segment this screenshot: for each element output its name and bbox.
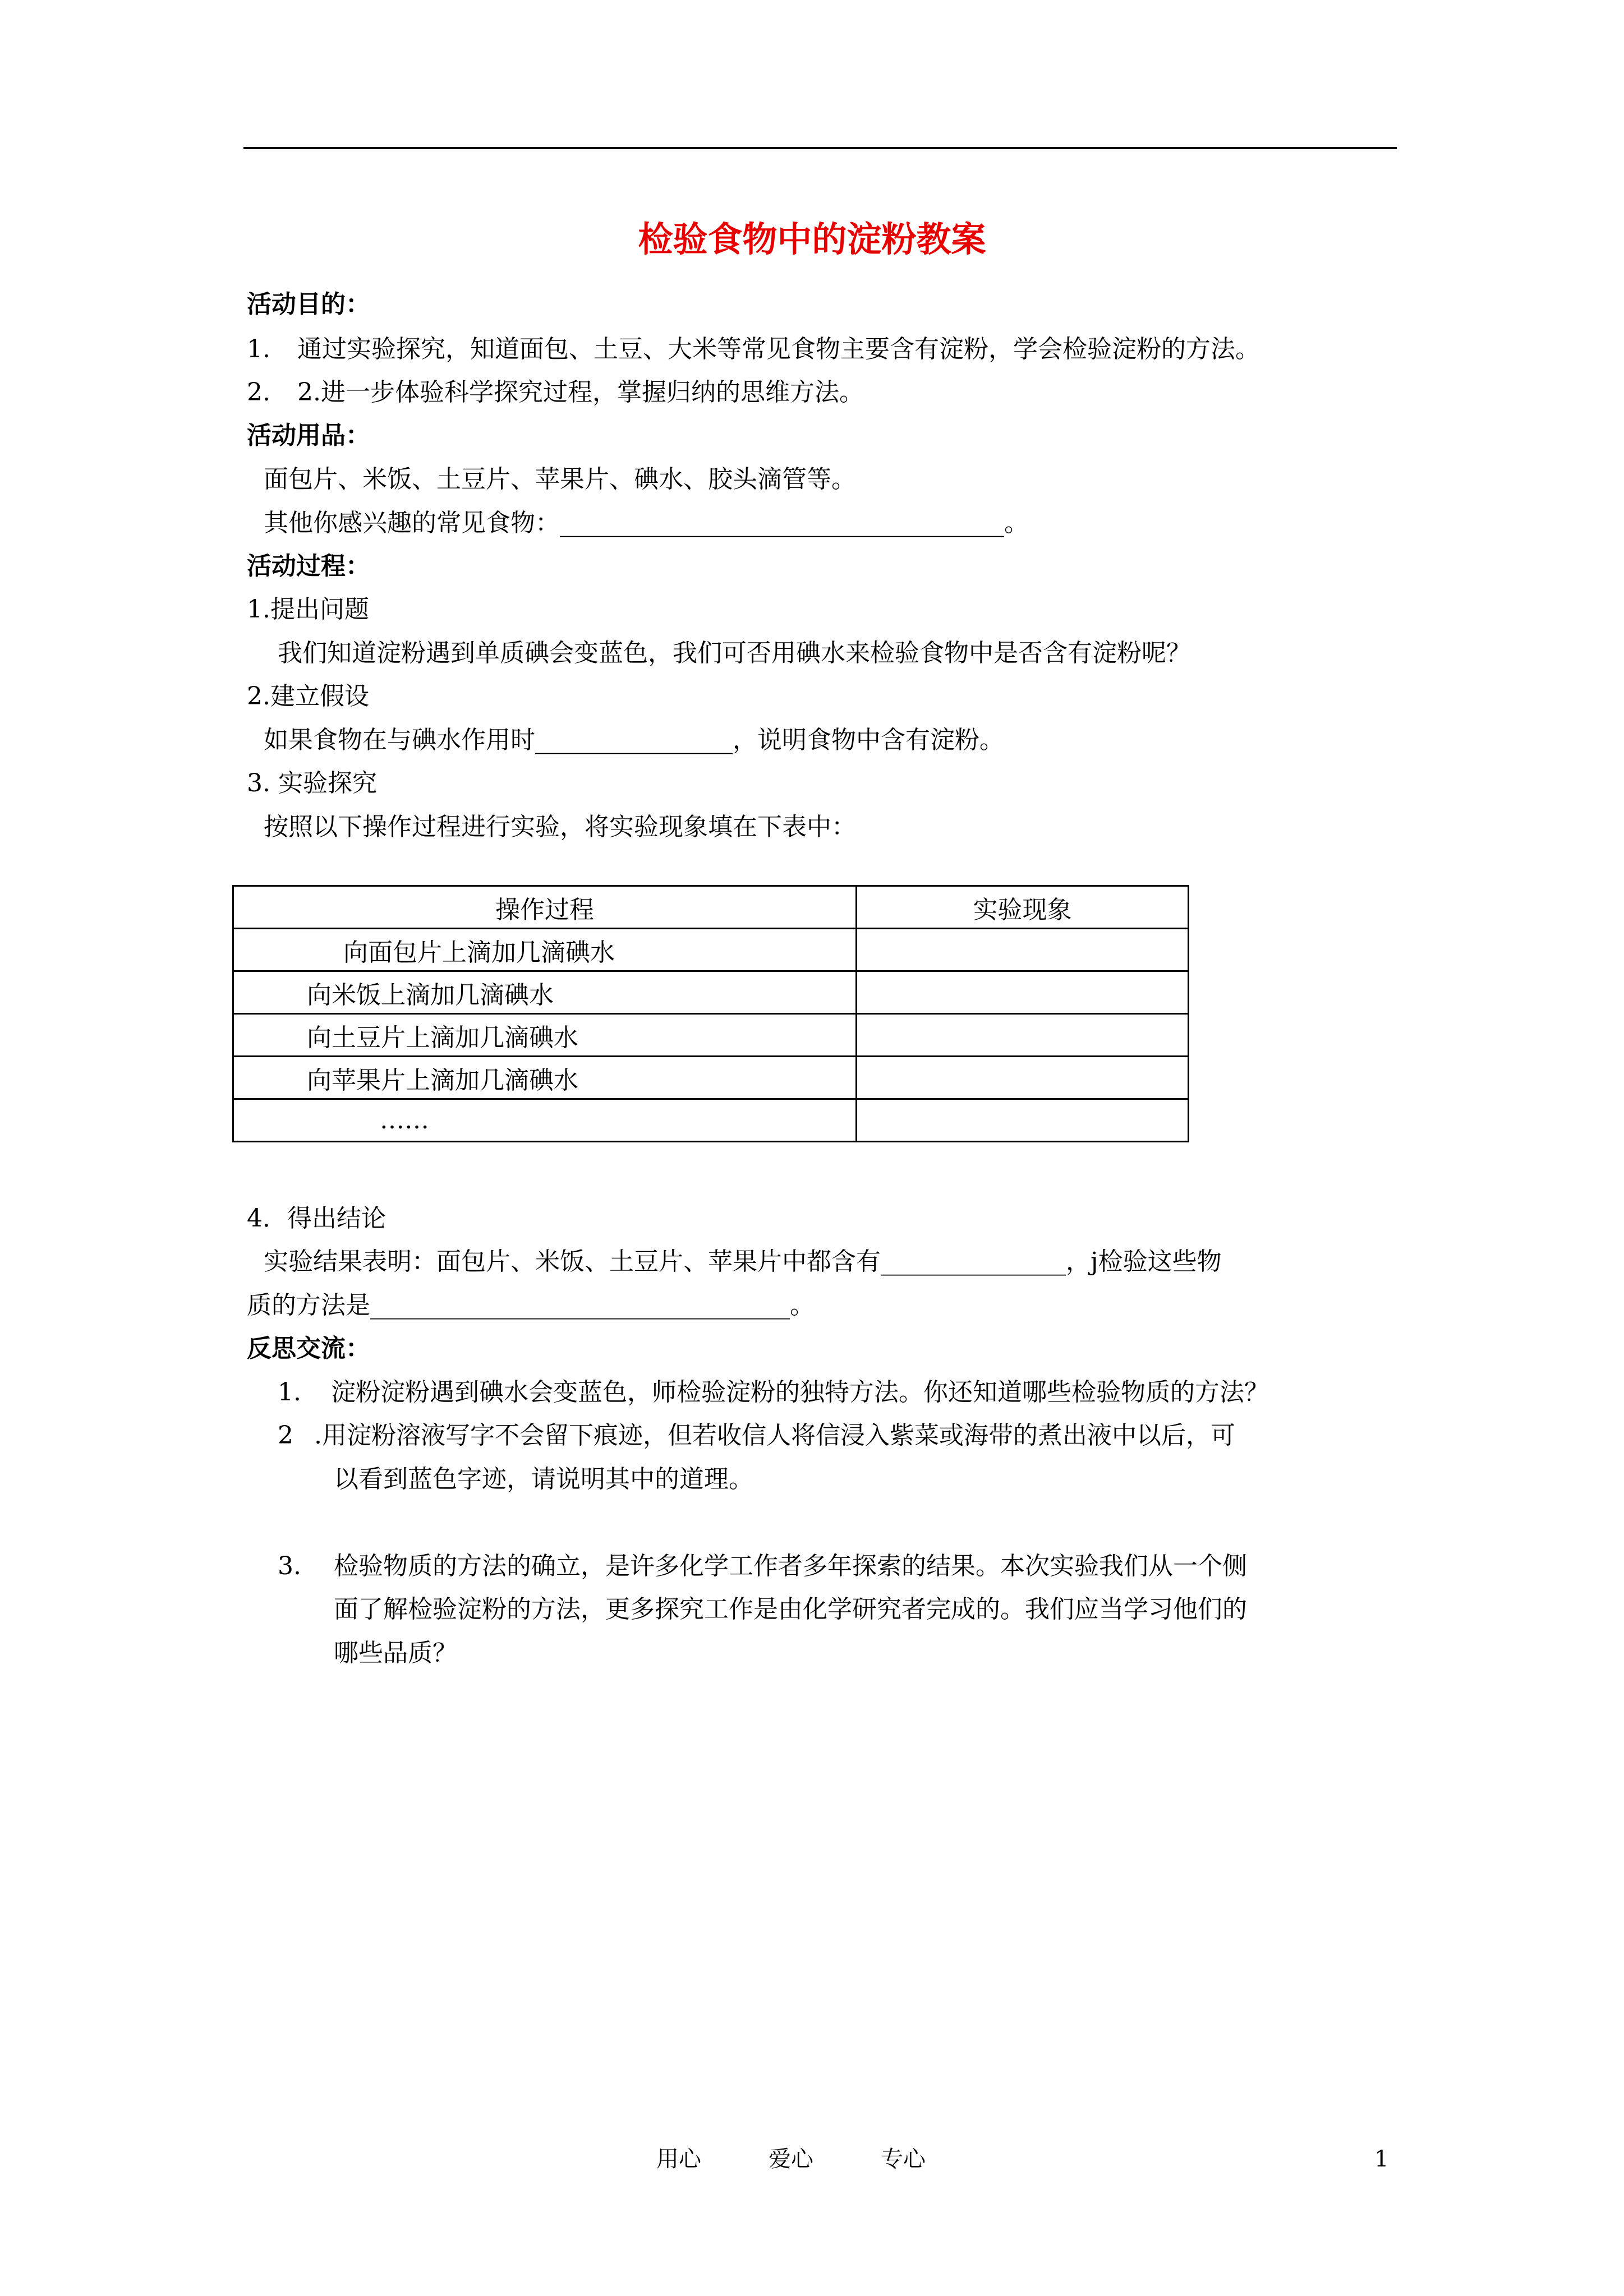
materials-list: 面包片、米饭、土豆片、苹果片、碘水、胶头滴管等。 [264,465,856,494]
reflection-q3-line3: 哪些品质？ [334,1639,457,1667]
table-row [233,929,1189,971]
table-row [233,1099,1189,1142]
table-header-row [233,886,1189,929]
reflection-q3-number: 3. [278,1552,301,1580]
table-cell-observation [857,1014,1189,1057]
footer-word-2: 爱心 [769,2146,813,2172]
step4-text-line2: 质的方法是__________________________________。 [247,1291,815,1320]
table-cell-operation: 向面包片上滴加几滴碘水 [233,929,857,971]
table-row [233,971,1189,1014]
footer-word-1: 用心 [656,2146,701,2172]
header-rule [243,147,1397,149]
reflection-q1: 淀粉淀粉遇到碘水会变蓝色，师检验淀粉的独特方法。你还知道哪些检验物质的方法？ [331,1378,1269,1407]
reflection-heading: 反思交流： [247,1334,370,1363]
table-row [233,1057,1189,1099]
table-header-operation: 操作过程 [233,886,857,929]
goal-item1: 通过实验探究，知道面包、土豆、大米等常见食物主要含有淀粉，学会检验淀粉的方法。 [297,335,1260,363]
step2-heading: 2.建立假设 [247,682,369,711]
goal-item2-number: 2. [247,378,270,407]
reflection-q3-line1: 检验物质的方法的确立，是许多化学工作者多年探索的结果。本次实验我们从一个侧 [334,1552,1247,1580]
step2-text: 如果食物在与碘水作用时________________，说明食物中含有淀粉。 [264,726,1004,754]
step4-heading: 4．得出结论 [247,1204,386,1233]
table-row [233,1014,1189,1057]
goal-item2: 2.进一步体验科学探究过程，掌握归纳的思维方法。 [297,378,864,407]
step3-heading: 3. 实验探究 [247,769,377,797]
table-cell-operation: …… [233,1099,857,1142]
page-number: 1 [1374,2146,1389,2172]
materials-other: 其他你感兴趣的常见食物：____________________________________。 [264,509,1029,537]
footer-word-3: 专心 [881,2146,926,2172]
reflection-q2-line1: .用淀粉溶液写字不会留下痕迹，但若收信人将信浸入紫菜或海带的煮出液中以后，可 [314,1421,1235,1450]
step3-text: 按照以下操作过程进行实验，将实验现象填在下表中： [264,813,856,841]
reflection-q1-number: 1. [278,1378,301,1407]
process-heading: 活动过程： [247,552,370,580]
table-header-observation: 实验现象 [857,886,1189,929]
step4-text-line1: 实验结果表明：面包片、米饭、土豆片、苹果片中都含有_______________，j检验这些物 [264,1247,1222,1276]
experiment-table [232,885,1189,1142]
table-cell-observation [857,929,1189,971]
goal-heading: 活动目的： [247,290,370,319]
reflection-q2-number: 2 [278,1421,293,1450]
step1-text: 我们知道淀粉遇到单质碘会变蓝色，我们可否用碘水来检验食物中是否含有淀粉呢？ [278,639,1191,667]
table-cell-operation: 向米饭上滴加几滴碘水 [233,971,857,1014]
reflection-q2-line2: 以看到蓝色字迹，请说明其中的道理。 [334,1465,753,1493]
table-cell-observation [857,971,1189,1014]
materials-heading: 活动用品： [247,421,370,450]
table-cell-observation [857,1057,1189,1099]
reflection-q3-line2: 面了解检验淀粉的方法，更多探究工作是由化学研究者完成的。我们应当学习他们的 [334,1595,1247,1624]
table-cell-operation: 向土豆片上滴加几滴碘水 [233,1014,857,1057]
page-title: 检验食物中的淀粉教案 [638,219,986,260]
step1-heading: 1.提出问题 [247,595,369,624]
goal-item1-number: 1. [247,335,270,363]
table-cell-observation [857,1099,1189,1142]
table-cell-operation: 向苹果片上滴加几滴碘水 [233,1057,857,1099]
